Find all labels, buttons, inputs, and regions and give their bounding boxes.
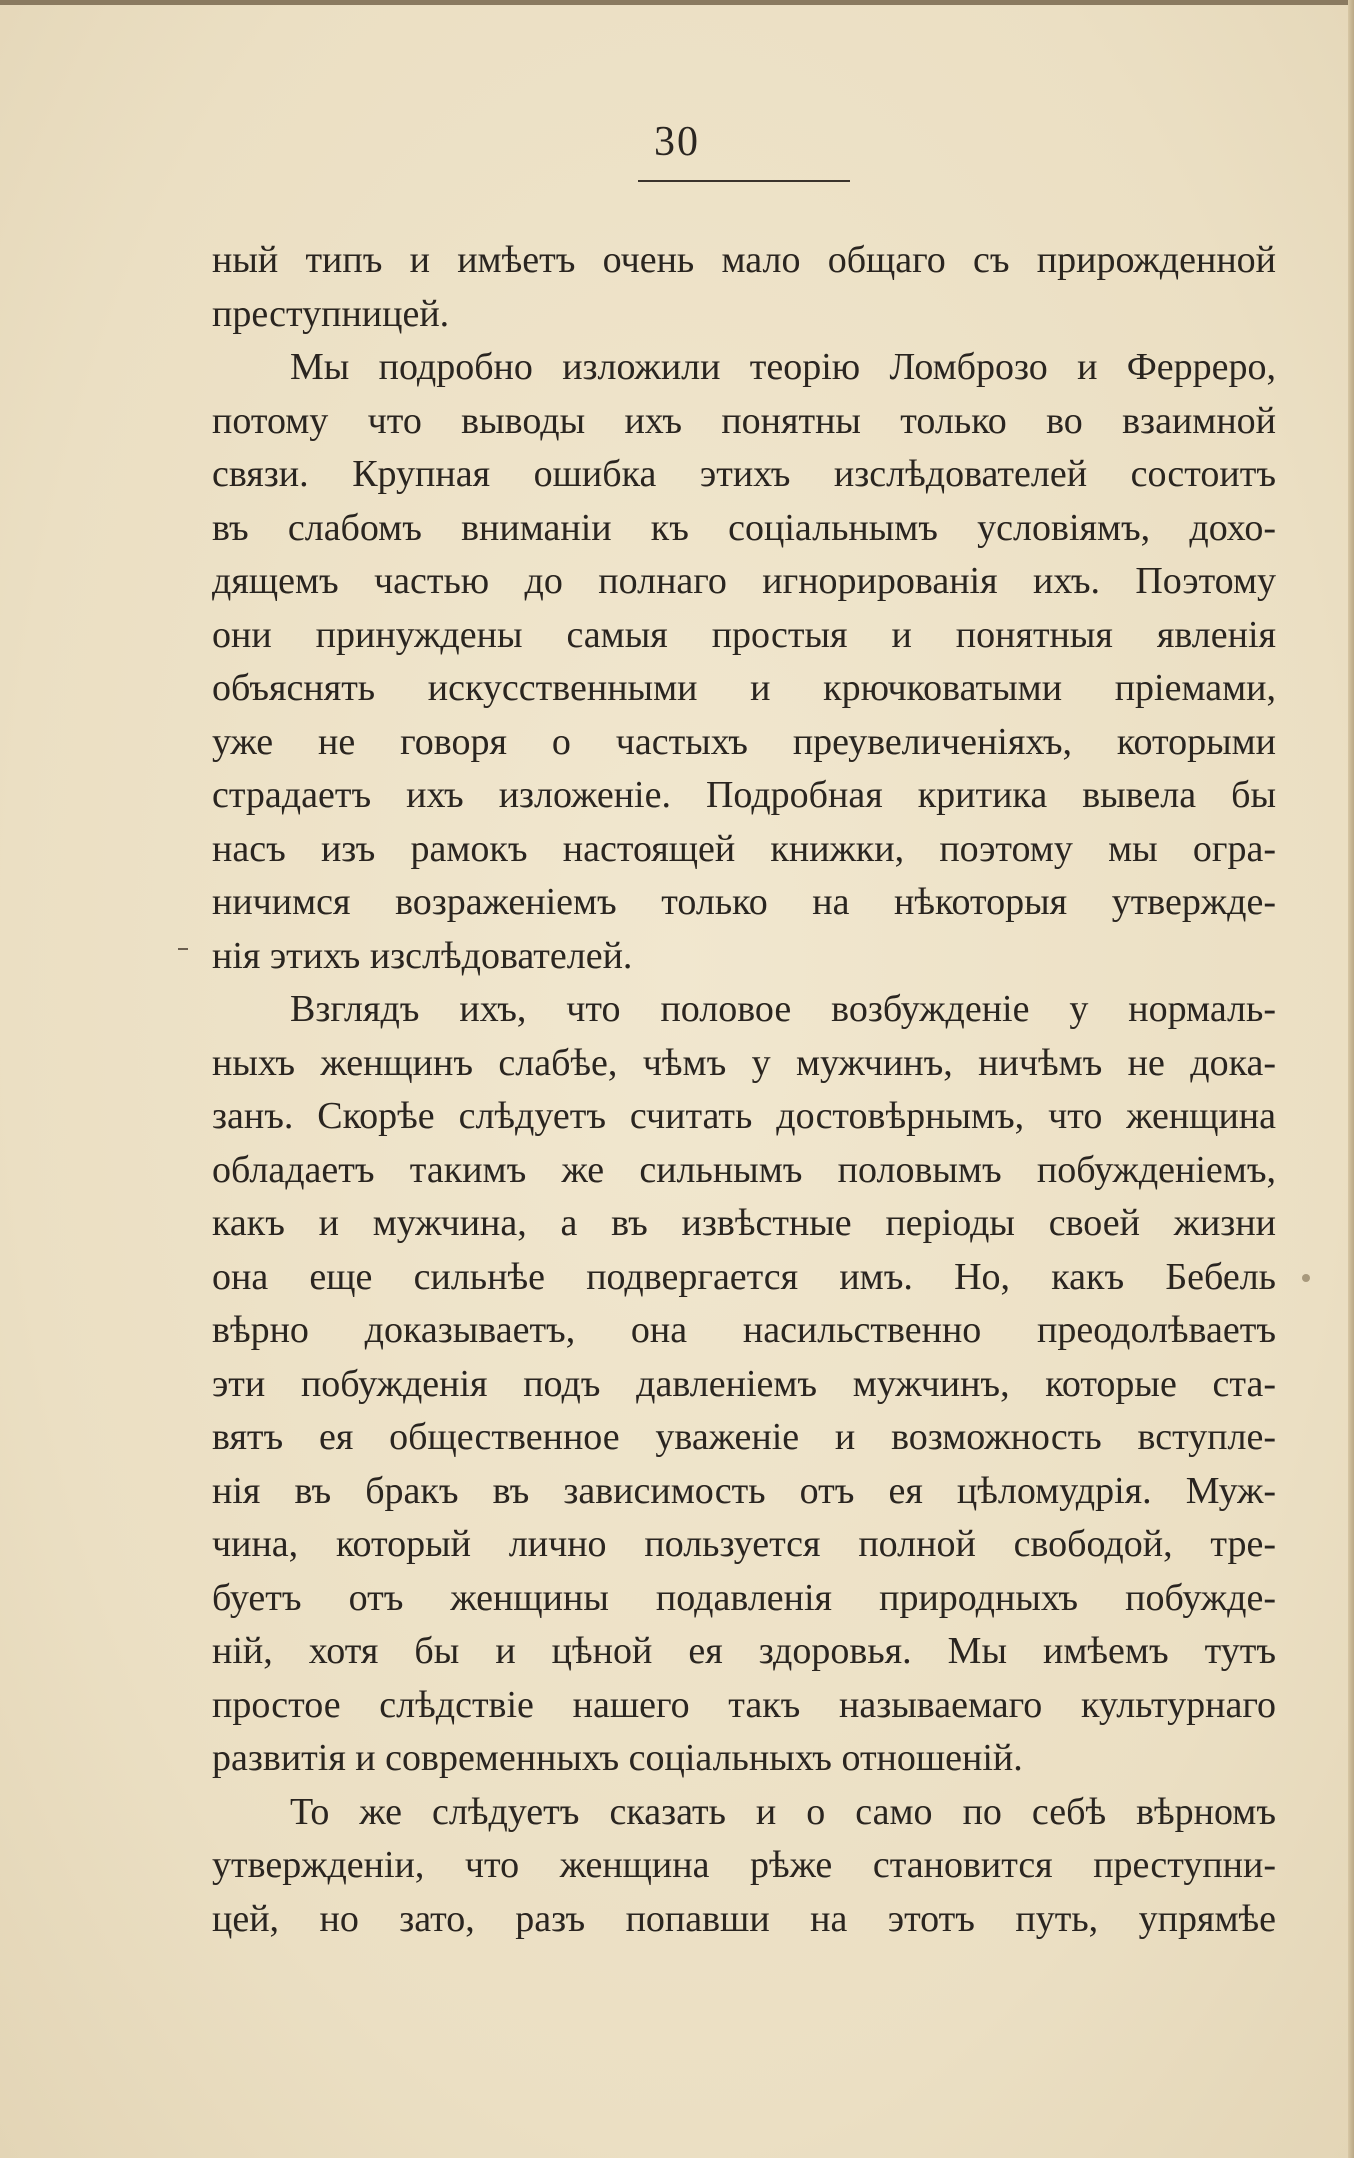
text-line: насъ изъ рамокъ настоящей книжки, поэтому мы огра- <box>212 827 1276 870</box>
text-line: потому что выводы ихъ понятны только во взаимной <box>212 399 1276 442</box>
text-line: буетъ отъ женщины подавленія природныхъ побужде- <box>212 1576 1276 1619</box>
text-line: ныхъ женщинъ слабѣе, чѣмъ у мужчинъ, ничѣмъ не дока- <box>212 1041 1276 1084</box>
text-line: ный типъ и имѣетъ очень мало общаго съ прирожденной <box>212 239 1276 281</box>
text-line: ній, хотя бы и цѣной ея здоровья. Мы имѣемъ тутъ <box>212 1630 1276 1672</box>
text-line: То же слѣдуетъ сказать и о само по себѣ вѣрномъ <box>290 1790 1276 1833</box>
text-line: нія этихъ изслѣдователей. <box>212 934 633 977</box>
text-line: занъ. Скорѣе слѣдуетъ считать достовѣрнымъ, что женщина <box>212 1095 1276 1137</box>
text-line: связи. Крупная ошибка этихъ изслѣдователей состоитъ <box>212 453 1276 495</box>
text-line: страдаетъ ихъ изложеніе. Подробная критика вывела бы <box>212 774 1276 816</box>
page-number: 30 <box>654 119 700 165</box>
text-line: вятъ ея общественное уваженіе и возможность вступле- <box>212 1416 1276 1458</box>
text-line: эти побужденія подъ давленіемъ мужчинъ, которые ста- <box>212 1362 1276 1405</box>
text-line: Мы подробно изложили теорію Ломброзо и Ферреро, <box>290 346 1276 388</box>
text-line: нія въ бракъ въ зависимость отъ ея цѣломудрія. Муж- <box>212 1469 1276 1512</box>
text-line: чина, который лично пользуется полной свободой, тре- <box>212 1523 1276 1565</box>
text-line: она еще сильнѣе подвергается имъ. Но, какъ Бебель <box>212 1255 1276 1298</box>
text-line: преступницей. <box>212 292 450 335</box>
text-line: ничимся возраженіемъ только на нѣкоторыя утвержде- <box>212 881 1276 923</box>
text-line: простое слѣдствіе нашего такъ называемаго культурнаго <box>212 1683 1276 1726</box>
paper-spot <box>1302 1274 1310 1282</box>
text-line: цей, но зато, разъ попавши на этотъ путь, упрямѣе <box>212 1897 1276 1940</box>
page-number-rule <box>638 180 850 182</box>
text-line: развитія и современныхъ соціальныхъ отношеній. <box>212 1737 1023 1779</box>
text-line: какъ и мужчина, а въ извѣстные періоды своей жизни <box>212 1202 1276 1244</box>
text-line: дящемъ частью до полнаго игнорированія ихъ. Поэтому <box>212 560 1276 602</box>
body-text <box>212 234 1276 1946</box>
text-line: Взглядъ ихъ, что половое возбужденіе у нормаль- <box>290 988 1276 1030</box>
text-line: обладаетъ такимъ же сильнымъ половымъ побужденіемъ, <box>212 1148 1276 1191</box>
text-line: они принуждены самыя простыя и понятныя явленія <box>212 613 1276 656</box>
text-line: вѣрно доказываетъ, она насильственно преодолѣваетъ <box>212 1309 1276 1351</box>
margin-mark <box>178 948 188 950</box>
text-line: уже не говоря о частыхъ преувеличеніяхъ, которыми <box>212 720 1276 763</box>
page-top-edge <box>0 0 1354 5</box>
text-line: объяснять искусственными и крючковатыми пріемами, <box>212 667 1276 709</box>
text-line: въ слабомъ вниманіи къ соціальнымъ условіямъ, дохо- <box>212 506 1276 549</box>
page-right-edge <box>1348 0 1354 2158</box>
text-line: утвержденіи, что женщина рѣже становится преступни- <box>212 1844 1276 1886</box>
